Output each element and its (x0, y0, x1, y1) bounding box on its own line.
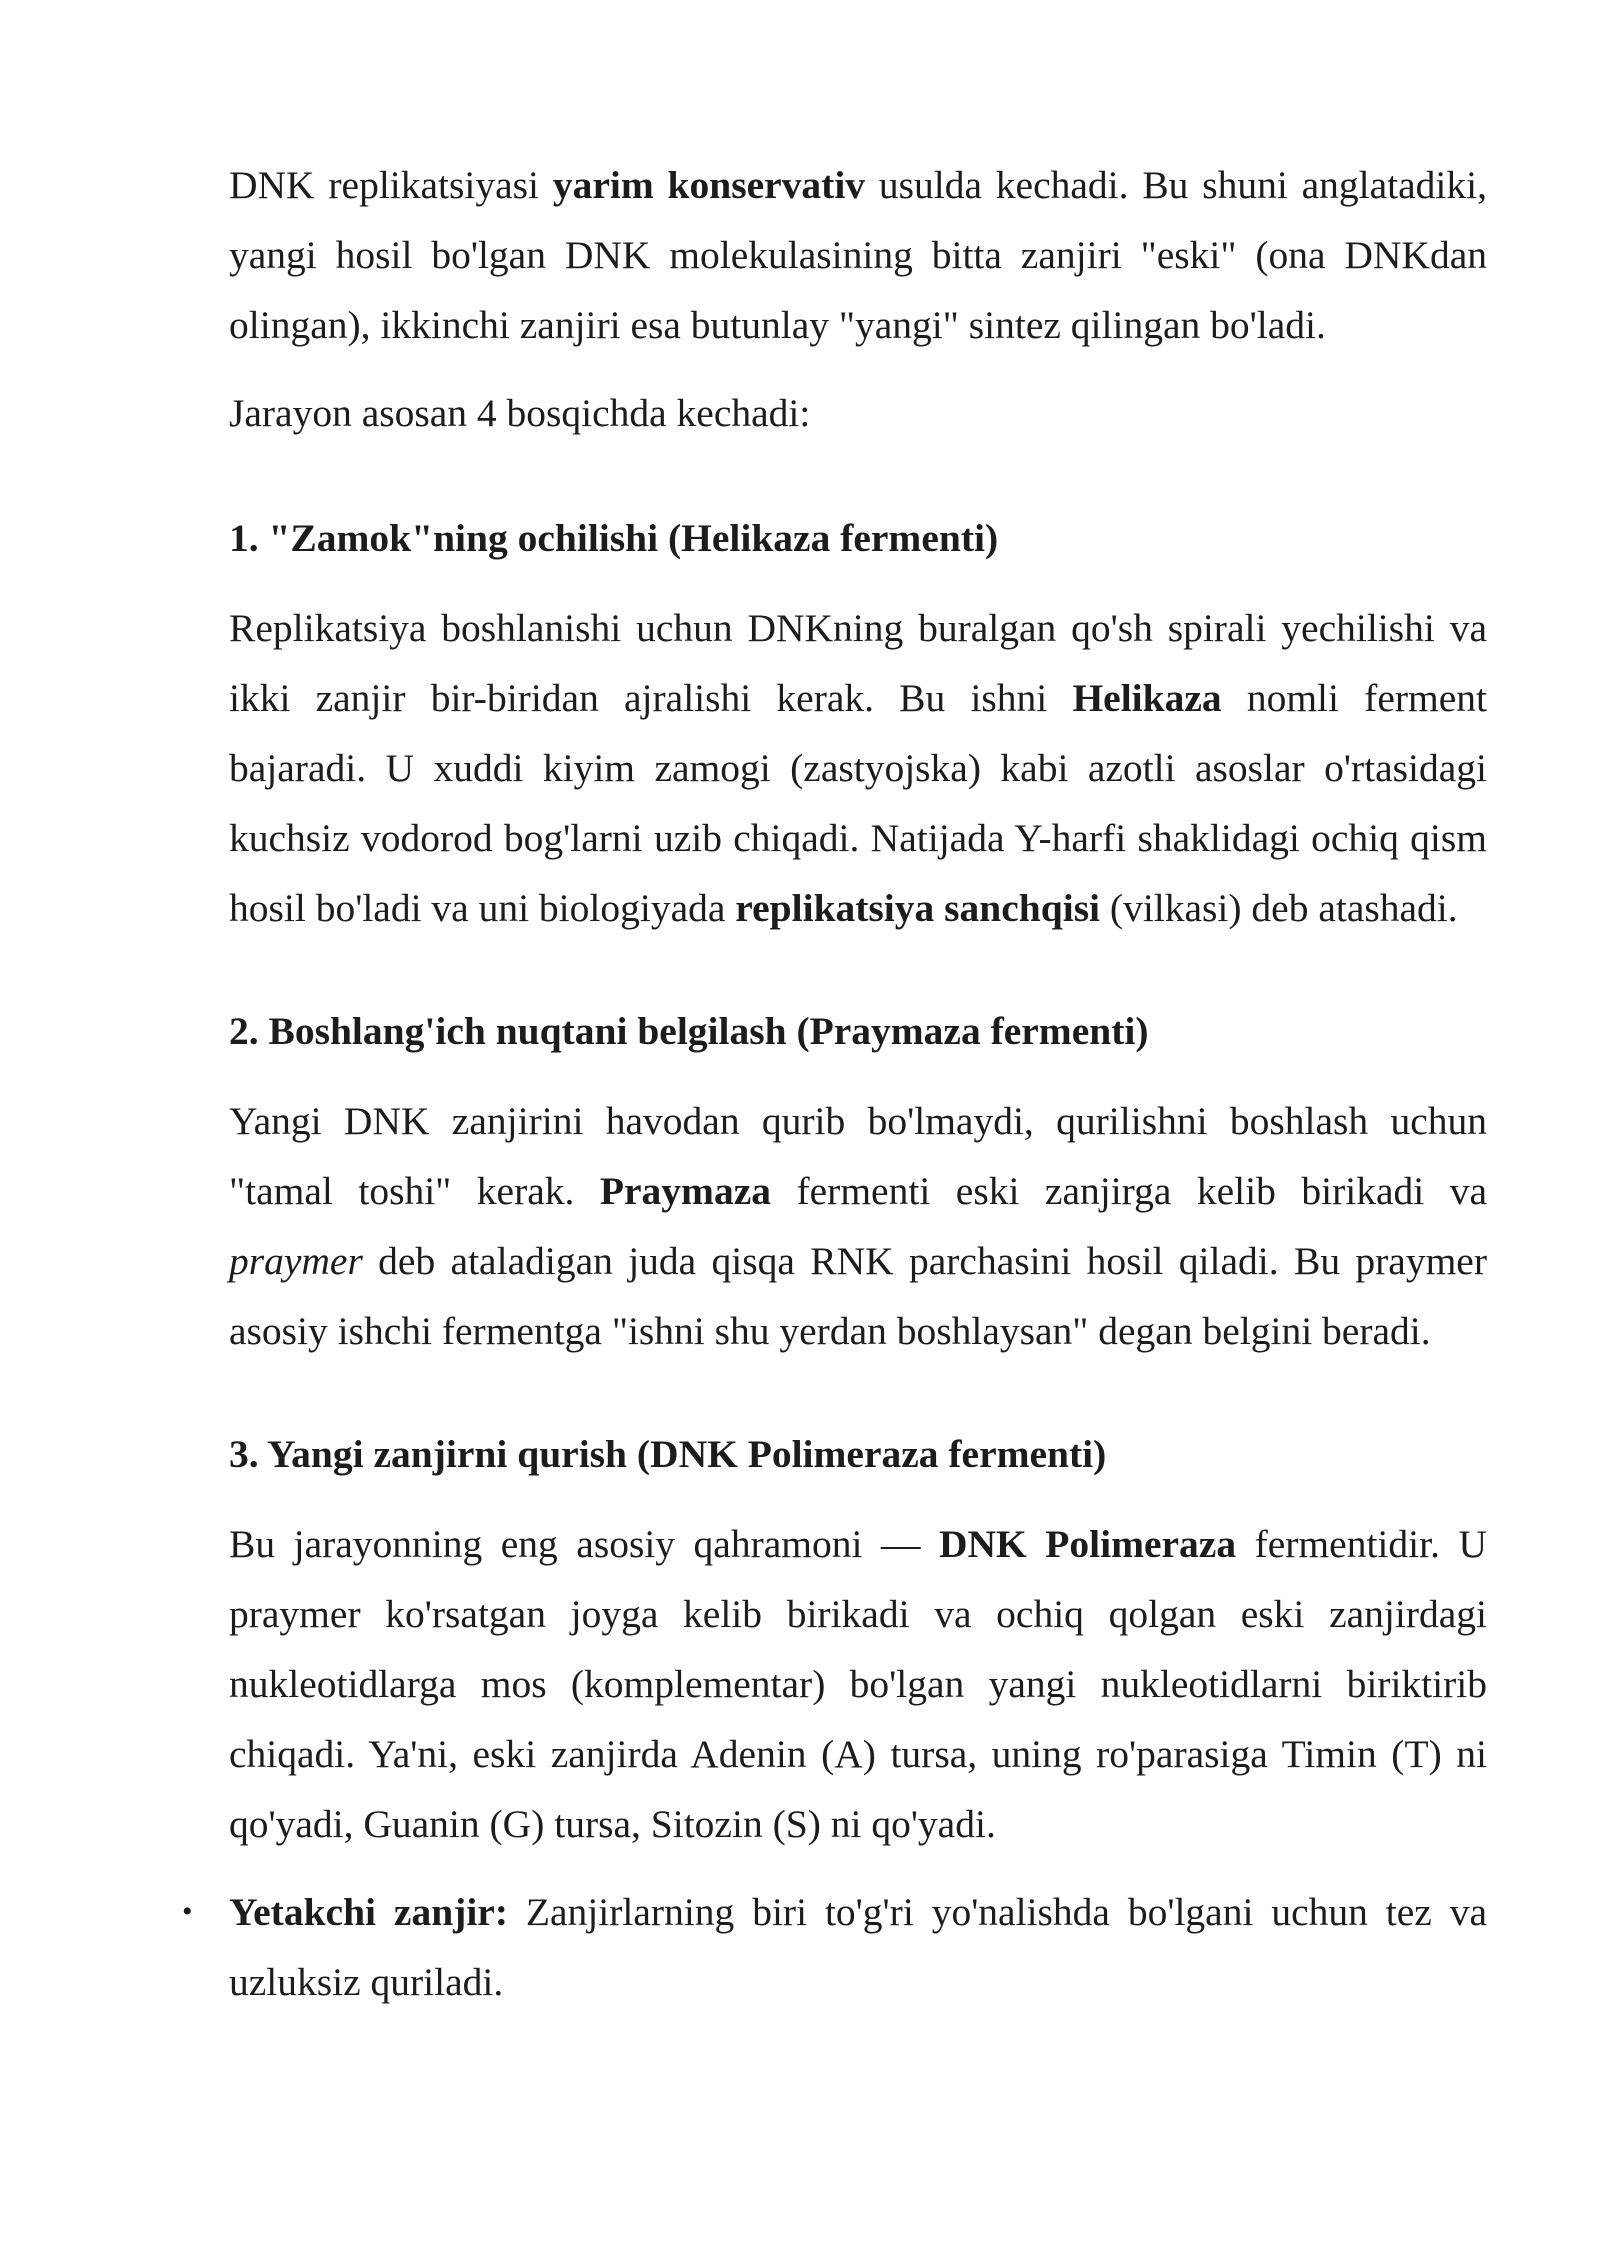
term-yarim-konservativ: yarim konservativ (552, 163, 866, 207)
term-praymaza: Praymaza (599, 1169, 771, 1213)
bullet-icon: • (182, 1895, 193, 1928)
list-item: • Yetakchi zanjir: Zanjirlarning biri to'g'ri yo'nalishda bo'lgani uchun tez va uzluksiz quriladi. (229, 1877, 1487, 2017)
term-dnk-polimeraza: DNK Polimeraza (938, 1522, 1237, 1566)
section-3-body: Bu jarayonning eng asosiy qahramoni — DNK Polimeraza fermentidir. U praymer ko'rsatgan joyga kelib birikadi va ochiq qolgan eski zanjirdagi nukleotidlarga mos (komplementar) bo'lgan yangi nukleotidlarni biriktirib chiqadi. Ya'ni, eski zanjirda Adenin (A) tursa, uning ro'parasiga Timin (T) ni qo'yadi, Guanin (G) tursa, Sitozin (S) ni qo'yadi. (229, 1522, 1487, 1846)
lead-paragraph: Jarayon asosan 4 bosqichda kechadi: (229, 391, 811, 435)
section-1-body: Replikatsiya boshlanishi uchun DNKning buralgan qo'sh spirali yechilishi va ikki zanjir bir-biridan ajralishi kerak. Bu ishni Helikaza nomli ferment bajaradi. U xuddi kiyim zamogi (zastyojska) kabi azotli asoslar o'rtasidagi kuchsiz vodorod bog'larni uzib chiqadi. Natijada Y-harfi shaklidagi ochiq qism hosil bo'ladi va uni biologiyada replikatsiya sanchqisi (vilkasi) deb atashadi. (229, 606, 1487, 930)
bullet-list (182, 1877, 1487, 2017)
term-praymer: praymer (229, 1239, 363, 1283)
document-page (182, 150, 1487, 2017)
section-2-body: Yangi DNK zanjirini havodan qurib bo'lmaydi, qurilishni boshlash uchun "tamal toshi" kerak. Praymaza fermenti eski zanjirga kelib birikadi va praymer deb ataladigan juda qisqa RNK parchasini hosil qiladi. Bu praymer asosiy ishchi fermentga "ishni shu yerdan boshlaysan" degan belgini beradi. (229, 1099, 1487, 1353)
intro-paragraph: DNK replikatsiyasi yarim konservativ usulda kechadi. Bu shuni anglatadiki, yangi hosil bo'lgan DNK molekulasining bitta zanjiri "eski" (ona DNKdan olingan), ikkinchi zanjiri esa butunlay "yangi" sintez qilingan bo'ladi. (229, 163, 1487, 347)
section-1-heading: 1. "Zamok"ning ochilishi (Helikaza fermenti) (229, 516, 999, 560)
section-3-heading: 3. Yangi zanjirni qurish (DNK Polimeraza fermenti) (229, 1432, 1107, 1476)
term-replikatsiya-sanchqisi: replikatsiya sanchqisi (735, 886, 1101, 930)
term-helikaza: Helikaza (1072, 676, 1222, 720)
section-2-heading: 2. Boshlang'ich nuqtani belgilash (Praymaza fermenti) (229, 1009, 1149, 1053)
term-yetakchi-zanjir: Yetakchi zanjir: (229, 1890, 508, 1934)
